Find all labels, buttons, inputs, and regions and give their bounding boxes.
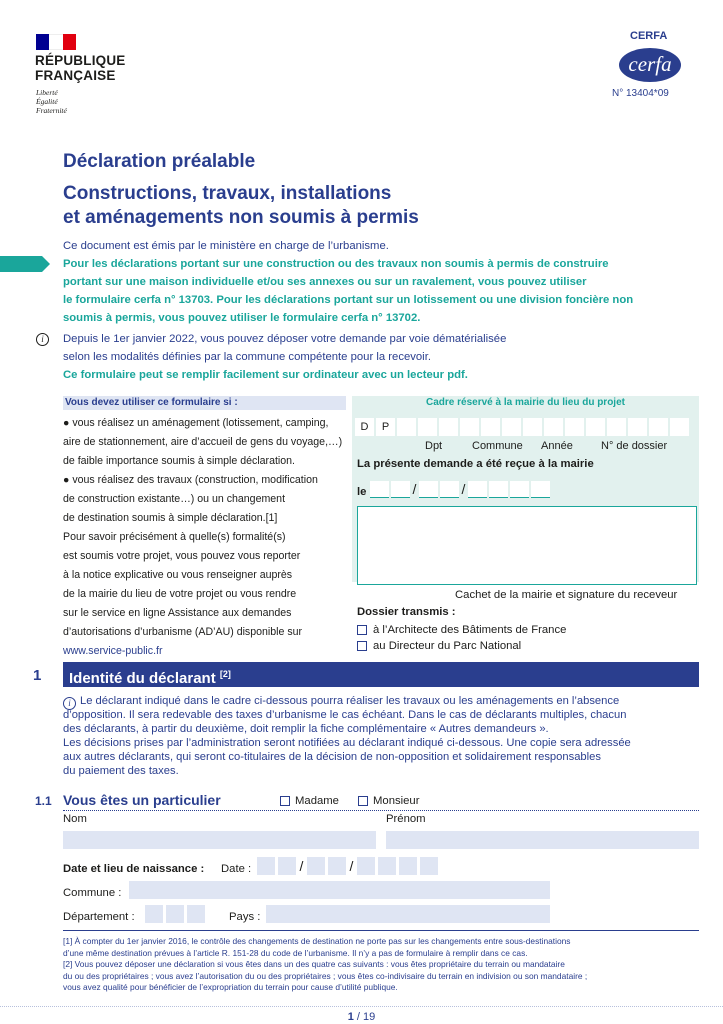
date-cell[interactable] <box>391 481 410 498</box>
departement-label: Département : <box>63 911 135 923</box>
subtitle-line1: Constructions, travaux, installations <box>63 183 392 204</box>
form-title: Déclaration préalable <box>63 151 256 172</box>
parc-label: au Directeur du Parc National <box>373 640 522 652</box>
date-cell[interactable] <box>531 481 550 498</box>
birth-date-cell[interactable] <box>328 857 346 875</box>
madame-label: Madame <box>295 795 339 807</box>
label-annee: Année <box>541 440 573 452</box>
usage-line: de destination soumis à simple déclaration.[1] <box>63 512 278 524</box>
info-line3: Ce formulaire peut se remplir facilement sur ordinateur avec un lecteur pdf. <box>63 369 468 381</box>
intro-teal-block <box>63 255 633 327</box>
usage-line: ● vous réalisez des travaux (construction, modification <box>63 474 318 486</box>
dossier-cell[interactable] <box>565 418 584 436</box>
naissance-label: Date et lieu de naissance : <box>63 863 205 875</box>
birth-date-cell[interactable] <box>357 857 375 875</box>
teal-line: le formulaire cerfa n° 13703. Pour les déclarations portant sur un lotissement ou une division foncière non <box>63 294 634 306</box>
cachet-box[interactable] <box>357 506 697 585</box>
section-text-line: aux autres déclarants, qui seront co-titulaires de la décision de non-opposition et solidairement responsables <box>63 751 601 763</box>
page-total: / 19 <box>356 1011 376 1023</box>
departement-cell[interactable] <box>166 905 184 923</box>
dossier-cell[interactable] <box>439 418 458 436</box>
motto-liberte: Liberté <box>36 88 58 97</box>
recue-label: La présente demande a été reçue à la mairie <box>357 458 594 470</box>
section-text-line: Les décisions prises par l’administration seront notifiées au déclarant indiqué ci-dessous. Une copie sera adressée <box>63 737 631 749</box>
prenom-field[interactable] <box>386 831 699 849</box>
footnote-2-cont: vous avez qualité pour bénéficier de l’expropriation du terrain pour cause d’utilité publique. <box>63 982 398 992</box>
usage-line: à la notice explicative ou vous renseigner auprès <box>63 569 293 581</box>
usage-line: ● vous réalisez un aménagement (lotissement, camping, <box>63 417 329 429</box>
page-current: 1 <box>347 1011 354 1023</box>
dossier-cell[interactable]: D <box>355 418 374 436</box>
commune-field[interactable] <box>129 881 550 899</box>
section-text-line: d’opposition. Il sera redevable des taxes d’urbanisme le cas échéant. Dans le cas de déclarants multiples, chacun <box>63 709 627 721</box>
dossier-cell[interactable] <box>544 418 563 436</box>
dossier-cell[interactable] <box>397 418 416 436</box>
pays-field[interactable] <box>266 905 550 923</box>
footnote-1-cont: d’une même destination prévues à l’article R. 151-28 du code de l’urbanisme. Il n’y a pas de formulaire à remplir dans ce cas. <box>63 947 528 958</box>
reception-date-cells <box>370 481 550 498</box>
cerfa-logo: cerfa <box>619 48 681 82</box>
dossier-cell[interactable] <box>586 418 605 436</box>
date-label: Date : <box>221 863 252 875</box>
subtitle-line2: et aménagements non soumis à permis <box>63 207 419 228</box>
madame-checkbox[interactable] <box>280 796 290 806</box>
dossier-cell[interactable] <box>418 418 437 436</box>
abf-label: à l’Architecte des Bâtiments de France <box>373 624 567 636</box>
section-title: Identité du déclarant <box>69 670 216 687</box>
departement-cells <box>145 905 205 923</box>
abf-checkbox[interactable] <box>357 625 367 635</box>
usage-line: de la mairie du lieu de votre projet ou vous rendre <box>63 588 297 600</box>
footnote-2: [2] Vous pouvez déposer une déclaration si vous êtes dans un des quatre cas suivants : vous êtes propriétaire du terrain ou mandataire <box>63 959 565 969</box>
subsection-number: 1.1 <box>35 794 52 808</box>
option-madame <box>280 795 339 807</box>
usage-line: d’autorisations d’urbanisme (AD’AU) disponible sur <box>63 626 303 638</box>
info-icon: i <box>63 697 76 710</box>
birth-date-cell[interactable] <box>257 857 275 875</box>
departement-cell[interactable] <box>145 905 163 923</box>
subsection-title: Vous êtes un particulier <box>63 792 221 808</box>
footnotes <box>63 936 703 994</box>
page-rule <box>0 1006 723 1007</box>
teal-arrow-icon <box>0 256 50 272</box>
republique-francaise-title <box>35 53 126 83</box>
date-slash: / <box>461 481 466 497</box>
dossier-number-cells <box>355 418 689 436</box>
birth-date-cell[interactable] <box>278 857 296 875</box>
date-slash: / <box>299 858 304 874</box>
pays-label: Pays : <box>229 911 261 923</box>
date-cell[interactable] <box>510 481 529 498</box>
parc-checkbox[interactable] <box>357 641 367 651</box>
footnote-1: [1] À compter du 1er janvier 2016, le contrôle des changements de destination ne porte pas sur les changements entre sous-destinations <box>63 936 571 946</box>
dossier-cell[interactable] <box>628 418 647 436</box>
birth-date-cells <box>257 857 438 875</box>
section-text-line: du paiement des taxes. <box>63 765 179 777</box>
dossier-cell[interactable] <box>460 418 479 436</box>
nom-label: Nom <box>63 813 87 825</box>
section-number: 1 <box>33 667 42 684</box>
rf-line1: RÉPUBLIQUE <box>35 53 126 68</box>
option-parc <box>357 640 521 652</box>
intro-info-block <box>63 330 506 384</box>
section-header <box>63 662 699 687</box>
label-commune: Commune <box>472 440 523 452</box>
dossier-cell[interactable] <box>670 418 689 436</box>
usage-line: sur le service en ligne Assistance aux demandes <box>63 607 292 619</box>
section-text-line: des déclarants, à partir du deuxième, doit remplir la fiche complémentaire « Autres demandeurs ». <box>63 723 549 735</box>
page-number <box>0 1011 723 1023</box>
birth-date-cell[interactable] <box>420 857 438 875</box>
footnote-2-cont: du ou des propriétaires ; vous avez l’autorisation du ou des propriétaires ; vous êtes co-indivisaire du terrain en indivision ou son mandataire ; <box>63 970 588 981</box>
usage-text <box>63 414 348 661</box>
dossier-cell[interactable] <box>502 418 521 436</box>
dossier-cell[interactable]: P <box>376 418 395 436</box>
motto-egalite: Égalité <box>36 97 58 106</box>
label-dpt: Dpt <box>425 440 443 452</box>
dossier-cell[interactable] <box>523 418 542 436</box>
usage-line: aire de stationnement, aire d’accueil de gens du voyage,…) <box>63 436 343 448</box>
label-dossier: N° de dossier <box>601 440 668 452</box>
date-cell[interactable] <box>419 481 438 498</box>
date-cell[interactable] <box>468 481 487 498</box>
section-note: [2] <box>219 669 231 679</box>
prenom-label: Prénom <box>386 813 426 825</box>
usage-line: est soumis votre projet, vous pouvez vous reporter <box>63 550 301 562</box>
cerfa-number: N° 13404*09 <box>612 88 669 99</box>
date-slash: / <box>349 858 354 874</box>
cachet-label: Cachet de la mairie et signature du receveur <box>455 589 678 601</box>
form-subtitle <box>63 182 583 230</box>
commune-label: Commune : <box>63 887 122 899</box>
birth-date-cell[interactable] <box>399 857 417 875</box>
usage-line: de faible importance soumis à simple déclaration. <box>63 455 296 467</box>
transmis-label: Dossier transmis : <box>357 606 456 618</box>
info-icon: i <box>36 333 49 346</box>
date-cell[interactable] <box>489 481 508 498</box>
rf-line2: FRANÇAISE <box>35 68 116 83</box>
date-slash: / <box>412 481 417 497</box>
cerfa-label: CERFA <box>630 30 668 42</box>
info-line2: selon les modalités définies par la commune compétente pour la recevoir. <box>63 351 431 363</box>
le-label: le <box>357 486 367 498</box>
footnote-rule <box>63 930 699 931</box>
section-text <box>63 694 703 778</box>
info-line1: Depuis le 1er janvier 2022, vous pouvez déposer votre demande par voie dématérialisée <box>63 333 507 345</box>
service-public-link[interactable]: www.service-public.fr <box>63 645 163 657</box>
dossier-cell[interactable] <box>607 418 626 436</box>
motto-fraternite: Fraternité <box>36 106 67 115</box>
subsection-rule <box>63 810 699 811</box>
usage-line: Pour savoir précisément à quelle(s) formalité(s) <box>63 531 286 543</box>
birth-date-cell[interactable] <box>378 857 396 875</box>
nom-field[interactable] <box>63 831 376 849</box>
option-abf <box>357 624 566 636</box>
date-cell[interactable] <box>440 481 459 498</box>
mairie-header: Cadre réservé à la mairie du lieu du projet <box>426 397 625 408</box>
teal-line: Pour les déclarations portant sur une construction ou des travaux non soumis à permis de construire <box>63 258 609 270</box>
intro-emitter: Ce document est émis par le ministère en charge de l’urbanisme. <box>63 240 389 252</box>
date-cell[interactable] <box>370 481 389 498</box>
french-flag-logo <box>36 34 76 50</box>
monsieur-checkbox[interactable] <box>358 796 368 806</box>
dossier-cell[interactable] <box>481 418 500 436</box>
birth-date-cell[interactable] <box>307 857 325 875</box>
usage-line: de construction existante…) ou un changement <box>63 493 286 505</box>
teal-line: soumis à permis, vous pouvez utiliser le formulaire cerfa n° 13702. <box>63 312 421 324</box>
section-text-line: Le déclarant indiqué dans le cadre ci-dessous pourra réaliser les travaux ou les aménagements en l’absence <box>80 695 620 707</box>
rf-motto <box>36 88 67 115</box>
dossier-cell[interactable] <box>649 418 668 436</box>
departement-cell[interactable] <box>187 905 205 923</box>
usage-header: Vous devez utiliser ce formulaire si : <box>63 396 346 410</box>
teal-line: portant sur une maison individuelle et/ou ses annexes ou sur un ravalement, vous pouvez utiliser <box>63 276 587 288</box>
option-monsieur <box>358 795 419 807</box>
monsieur-label: Monsieur <box>373 795 420 807</box>
